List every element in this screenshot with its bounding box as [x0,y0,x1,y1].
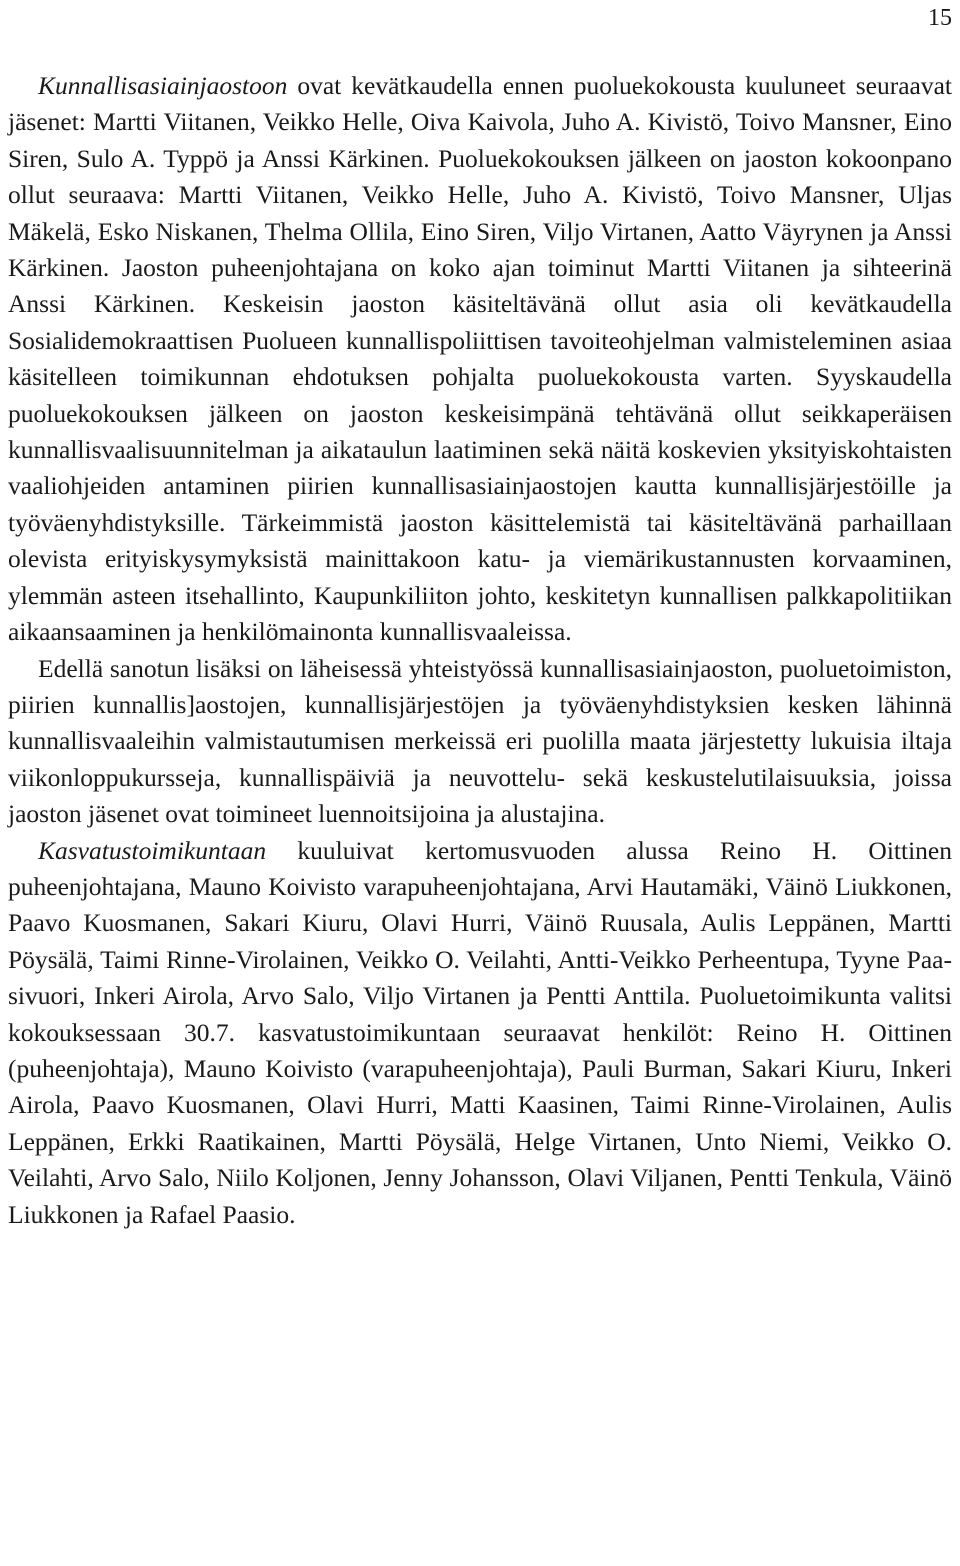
paragraph-text-kasvatustoimikunta: kuuluivat kertomusvuoden alussa Reino H. Oittinen puheenjohtajana, Mauno Koivisto varapuheenjohtajana, Arvi Hautamäki, Väinö Liukkonen, Paavo Kuosmanen, Sakari Kiuru, Olavi Hurri, Väinö Ruusala, Aulis Leppänen, Martti Pöysälä, Taimi Rinne-Virolainen, Veikko O. Veilahti, Antti-Veikko Perheentupa, Tyyne Paasivuori, Inkeri Airola, Arvo Salo, Viljo Virtanen ja Pentti Anttila. Puoluetoimikunta valitsi kokouksessaan 30.7. kasvatustoimikuntaan seuraavat henkilöt: Reino H. Oittinen (puheenjohtaja), Mauno Koivisto (varapuheenjohtaja), Pauli Burman, Sakari Kiuru, Inkeri Airola, Paavo Kuosmanen, Olavi Hurri, Matti Kaasinen, Taimi Rinne-Virolainen, Aulis Leppänen, Erkki Raatikainen, Martti Pöysälä, Helge Virtanen, Unto Niemi, Veikko O. Veilahti, Arvo Salo, Niilo Koljonen, Jenny Johansson, Olavi Viljanen, Pentti Tenkula, Väinö Liukkonen ja Rafael Paasio. [8,835,952,1229]
paragraph-kunnallisasiainjaosto [8,68,952,651]
paragraph-kasvatustoimikunta [8,833,952,1233]
paragraph-lead-kasvatustoimikunta: Kasvatustoimikuntaan [38,835,267,865]
document-body [8,68,952,1233]
paragraph-yhteistyo [8,651,952,833]
paragraph-text-yhteistyo: Edellä sanotun lisäksi on läheisessä yhteistyössä kunnallisasiainjaoston, puoluetoimiston, piirien kunnallis]aostojen, kunnallisjärjestöjen ja työväenyhdistyksien kesken lähinnä kunnallisvaaleihin valmistautumisen merkeissä eri puolilla maata järjestetty lukuisia iltaja viikonloppukursseja, kunnallispäiviä ja neuvottelu- sekä keskustelutilaisuuksia, joissa jaoston jäsenet ovat toimineet luennoitsijoina ja alustajina. [8,653,952,829]
page-number: 15 [928,5,952,31]
paragraph-lead-kunnallisasiainjaosto: Kunnallisasiainjaostoon [38,71,288,100]
paragraph-text-kunnallisasiainjaosto: ovat kevätkaudella ennen puoluekokousta kuuluneet seuraavat jäsenet: Martti Viitanen, Veikko Helle, Oiva Kaivola, Juho A. Kivistö, Toivo Mansner, Eino Siren, Sulo A. Typpö ja Anssi Kärkinen. Puoluekokouksen jälkeen on jaoston kokoonpano ollut seuraava: Martti Viitanen, Veikko Helle, Juho A. Kivistö, Toivo Mansner, Uljas Mäkelä, Esko Niskanen, Thelma Ollila, Eino Siren, Viljo Virtanen, Aatto Väyrynen ja Anssi Kärkinen. Jaoston puheenjohtajana on koko ajan toiminut Martti Viitanen ja sihteerinä Anssi Kärkinen. Keskeisin jaoston käsiteltävänä ollut asia oli kevätkaudella Sosialidemokraattisen Puolueen kunnallispoliittisen tavoiteohjelman valmisteleminen asiaa käsitelleen toimikunnan ehdotuksen pohjalta puoluekokousta varten. Syyskaudella puoluekokouksen jälkeen on jaoston keskeisimpänä tehtävänä ollut seikkaperäisen kunnallisvaalisuunnitelman ja aikataulun laatiminen sekä näitä koskevien yksityiskohtaisten vaaliohjeiden antaminen piirien kunnallisasiainjaostojen kautta kunnallisjärjestöille ja työväenyhdistyksille. Tärkeimmistä jaoston käsittelemistä tai käsiteltävänä parhaillaan olevista erityiskysymyksistä mainittakoon katu- ja viemärikustannusten korvaaminen, ylemmän asteen itsehallinto, Kaupunkiliiton johto, keskitetyn kunnallisen palkkapolitiikan aikaansaaminen ja henkilömainonta kunnallisvaaleissa. [8,71,952,647]
